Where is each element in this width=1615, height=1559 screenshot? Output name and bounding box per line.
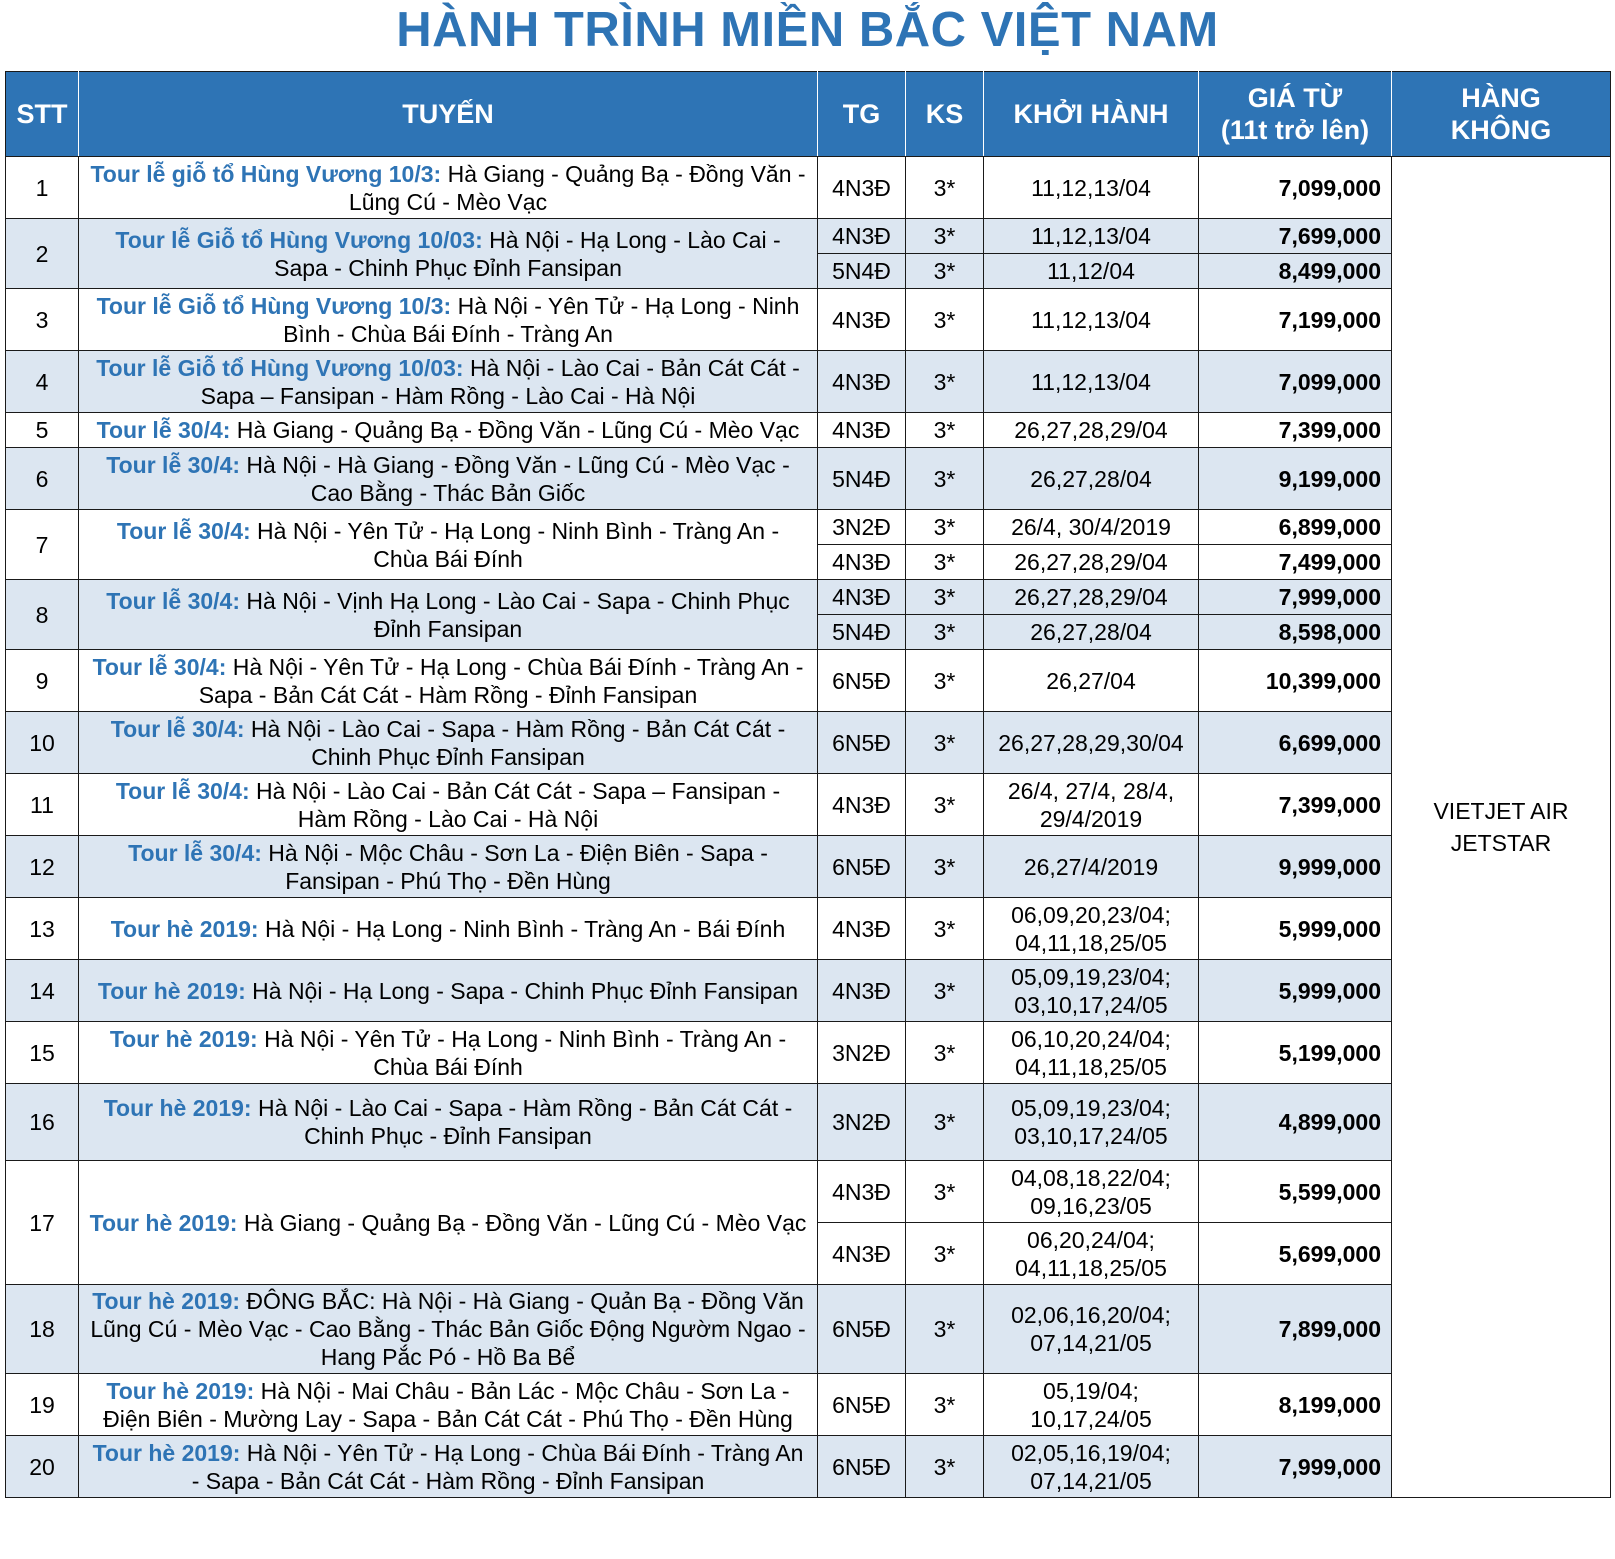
departure-cell: 26,27,28/04 (984, 448, 1199, 510)
stt-cell: 11 (6, 774, 79, 836)
hotel-cell: 3* (906, 219, 984, 254)
hotel-cell: 3* (906, 157, 984, 219)
route-cell (79, 448, 818, 510)
duration-cell: 3N2Đ (818, 510, 906, 545)
stt-cell: 3 (6, 289, 79, 351)
tour-name: Tour lễ Giỗ tổ Hùng Vương 10/03: (96, 354, 464, 381)
stt-cell: 19 (6, 1374, 79, 1436)
tour-route: Hà Nội - Lào Cai - Bản Cát Cát - Sapa – Fansipan - Hàm Rồng - Lào Cai - Hà Nội (200, 354, 800, 409)
stt-cell: 15 (6, 1022, 79, 1084)
header-stt: STT (6, 72, 79, 157)
route-cell (79, 836, 818, 898)
table-row (6, 774, 1611, 836)
header-gia-tu-line1: GIÁ TỪ (1247, 83, 1343, 113)
tour-route: Hà Nội - Yên Tử - Hạ Long - Chùa Bái Đính - Tràng An - Sapa - Bản Cát Cát - Hàm Rồng - Đỉnh Fansipan (198, 653, 804, 708)
stt-cell: 8 (6, 580, 79, 650)
departure-cell: 26/4, 30/4/2019 (984, 510, 1199, 545)
tour-name: Tour hè 2019: (106, 1377, 255, 1404)
airline-line1: VIETJET AIR (1433, 798, 1569, 824)
tour-name: Tour hè 2019: (89, 1209, 238, 1236)
tour-name: Tour lễ 30/4: (110, 715, 245, 742)
departure-cell: 11,12/04 (984, 254, 1199, 289)
departure-cell: 02,05,16,19/04; 07,14,21/05 (984, 1436, 1199, 1498)
price-cell: 6,899,000 (1199, 510, 1392, 545)
header-tuyen: TUYẾN (79, 72, 818, 157)
price-cell: 7,999,000 (1199, 1436, 1392, 1498)
departure-cell: 06,10,20,24/04; 04,11,18,25/05 (984, 1022, 1199, 1084)
departure-cell: 05,09,19,23/04; 03,10,17,24/05 (984, 960, 1199, 1022)
route-cell (79, 1285, 818, 1374)
table-row (6, 580, 1611, 615)
departure-cell: 26,27/04 (984, 650, 1199, 712)
stt-cell: 18 (6, 1285, 79, 1374)
tour-route: Hà Giang - Quảng Bạ - Đồng Văn - Lũng Cú - Mèo Vạc (237, 1209, 807, 1236)
departure-cell: 02,06,16,20/04; 07,14,21/05 (984, 1285, 1199, 1374)
price-cell: 6,699,000 (1199, 712, 1392, 774)
page-title: HÀNH TRÌNH MIỀN BẮC VIỆT NAM (396, 3, 1219, 57)
header-gia-tu-line2: (11t trở lên) (1220, 115, 1370, 145)
route-cell (79, 712, 818, 774)
departure-cell: 06,09,20,23/04; 04,11,18,25/05 (984, 898, 1199, 960)
table-row (6, 712, 1611, 774)
table-row (6, 836, 1611, 898)
price-cell: 7,099,000 (1199, 157, 1392, 219)
hotel-cell: 3* (906, 712, 984, 774)
table-row (6, 1436, 1611, 1498)
price-cell: 5,699,000 (1199, 1223, 1392, 1285)
header-hang-khong-line2: KHÔNG (1450, 115, 1552, 145)
departure-cell: 26,27/4/2019 (984, 836, 1199, 898)
route-cell (79, 1022, 818, 1084)
hotel-cell: 3* (906, 615, 984, 650)
departure-cell: 26/4, 27/4, 28/4, 29/4/2019 (984, 774, 1199, 836)
departure-cell: 05,19/04; 10,17,24/05 (984, 1374, 1199, 1436)
duration-cell: 6N5Đ (818, 712, 906, 774)
duration-cell: 6N5Đ (818, 1374, 906, 1436)
departure-cell: 11,12,13/04 (984, 289, 1199, 351)
duration-cell: 4N3Đ (818, 580, 906, 615)
tour-route: Hà Nội - Yên Tử - Hạ Long - Ninh Bình - Tràng An - Chùa Bái Đính (250, 517, 780, 572)
duration-cell: 4N3Đ (818, 157, 906, 219)
duration-cell: 4N3Đ (818, 774, 906, 836)
hotel-cell: 3* (906, 254, 984, 289)
header-hang-khong (1392, 72, 1611, 157)
departure-cell: 26,27,28,29/04 (984, 413, 1199, 448)
price-cell: 7,999,000 (1199, 580, 1392, 615)
price-cell: 7,199,000 (1199, 289, 1392, 351)
stt-cell: 6 (6, 448, 79, 510)
hotel-cell: 3* (906, 580, 984, 615)
price-cell: 7,399,000 (1199, 774, 1392, 836)
table-row (6, 448, 1611, 510)
header-row (6, 72, 1611, 157)
hotel-cell: 3* (906, 289, 984, 351)
route-cell (79, 510, 818, 580)
duration-cell: 4N3Đ (818, 1223, 906, 1285)
route-cell (79, 774, 818, 836)
table-row (6, 1285, 1611, 1374)
table-row (6, 289, 1611, 351)
hotel-cell: 3* (906, 1022, 984, 1084)
stt-cell: 16 (6, 1084, 79, 1161)
stt-cell: 7 (6, 510, 79, 580)
hotel-cell: 3* (906, 1223, 984, 1285)
stt-cell: 2 (6, 219, 79, 289)
route-cell (79, 650, 818, 712)
tour-name: Tour hè 2019: (97, 977, 246, 1004)
duration-cell: 4N3Đ (818, 960, 906, 1022)
route-cell (79, 289, 818, 351)
price-cell: 7,699,000 (1199, 219, 1392, 254)
tour-route: Hà Nội - Mai Châu - Bản Lác - Mộc Châu - Sơn La - Điện Biên - Mường Lay - Sapa - Bản Cát Cát - Phú Thọ - Đền Hùng (103, 1377, 793, 1432)
tour-route: Hà Nội - Hạ Long - Lào Cai - Sapa - Chinh Phục Đỉnh Fansipan (274, 226, 781, 281)
duration-cell: 4N3Đ (818, 289, 906, 351)
hotel-cell: 3* (906, 774, 984, 836)
header-tg: TG (818, 72, 906, 157)
tour-route: Hà Nội - Yên Tử - Hạ Long - Ninh Bình - Chùa Bái Đính - Tràng An (283, 292, 800, 347)
stt-cell: 17 (6, 1161, 79, 1285)
hotel-cell: 3* (906, 650, 984, 712)
price-cell: 7,499,000 (1199, 545, 1392, 580)
departure-cell: 04,08,18,22/04; 09,16,23/05 (984, 1161, 1199, 1223)
price-cell: 5,999,000 (1199, 960, 1392, 1022)
route-cell (79, 413, 818, 448)
tour-name: Tour lễ Giỗ tổ Hùng Vương 10/3: (96, 292, 452, 319)
tour-route: Hà Nội - Lào Cai - Bản Cát Cát - Sapa – Fansipan - Hàm Rồng - Lào Cai - Hà Nội (249, 777, 781, 832)
duration-cell: 5N4Đ (818, 448, 906, 510)
duration-cell: 5N4Đ (818, 254, 906, 289)
airline-cell (1392, 157, 1611, 1498)
stt-cell: 14 (6, 960, 79, 1022)
table-row (6, 898, 1611, 960)
table-row (6, 1022, 1611, 1084)
tour-route: Hà Nội - Lào Cai - Sapa - Hàm Rồng - Bản Cát Cát - Chinh Phục Đỉnh Fansipan (244, 715, 786, 770)
hotel-cell: 3* (906, 1374, 984, 1436)
tour-route: Hà Nội - Hạ Long - Sapa - Chinh Phục Đỉnh Fansipan (245, 977, 799, 1004)
tour-name: Tour lễ 30/4: (128, 839, 262, 866)
tour-name: Tour hè 2019: (110, 915, 259, 942)
tour-name: Tour lễ 30/4: (106, 587, 241, 614)
departure-cell: 26,27,28,29,30/04 (984, 712, 1199, 774)
tour-route: Hà Nội - Lào Cai - Sapa - Hàm Rồng - Bản Cát Cát - Chinh Phục - Đỉnh Fansipan (251, 1095, 793, 1149)
departure-cell: 11,12,13/04 (984, 157, 1199, 219)
airline-line2: JETSTAR (1450, 830, 1552, 856)
stt-cell: 10 (6, 712, 79, 774)
price-cell: 9,999,000 (1199, 836, 1392, 898)
tour-name: Tour hè 2019: (103, 1095, 252, 1121)
hotel-cell: 3* (906, 836, 984, 898)
price-cell: 10,399,000 (1199, 650, 1392, 712)
stt-cell: 9 (6, 650, 79, 712)
route-cell (79, 1436, 818, 1498)
tour-name: Tour hè 2019: (92, 1288, 241, 1314)
stt-cell: 13 (6, 898, 79, 960)
table-row (6, 1161, 1611, 1223)
hotel-cell: 3* (906, 960, 984, 1022)
price-cell: 8,499,000 (1199, 254, 1392, 289)
price-cell: 8,598,000 (1199, 615, 1392, 650)
tour-route: Hà Nội - Yên Tử - Hạ Long - Ninh Bình - Tràng An - Chùa Bái Đính (257, 1025, 787, 1080)
stt-cell: 20 (6, 1436, 79, 1498)
tour-name: Tour hè 2019: (109, 1025, 258, 1052)
departure-cell: 26,27,28,29/04 (984, 545, 1199, 580)
price-cell: 5,199,000 (1199, 1022, 1392, 1084)
duration-cell: 4N3Đ (818, 413, 906, 448)
departure-cell: 11,12,13/04 (984, 219, 1199, 254)
stt-cell: 5 (6, 413, 79, 448)
route-cell (79, 1161, 818, 1285)
tour-table (5, 71, 1611, 1498)
route-cell (79, 960, 818, 1022)
tour-name: Tour lễ 30/4: (116, 517, 251, 544)
tour-route: ĐÔNG BẮC: Hà Nội - Hà Giang - Quản Bạ - Đồng Văn Lũng Cú - Mèo Vạc - Cao Bằng - Thác Bản Giốc Động Ngườm Ngao - Hang Pắc Pó - Hồ Ba Bể (90, 1288, 806, 1370)
hotel-cell: 3* (906, 1436, 984, 1498)
duration-cell: 3N2Đ (818, 1022, 906, 1084)
price-cell: 8,199,000 (1199, 1374, 1392, 1436)
departure-cell: 11,12,13/04 (984, 351, 1199, 413)
tour-route: Hà Nội - Hạ Long - Ninh Bình - Tràng An - Bái Đính (258, 915, 786, 942)
duration-cell: 6N5Đ (818, 1436, 906, 1498)
tour-name: Tour hè 2019: (92, 1439, 241, 1466)
tour-route: Hà Nội - Yên Tử - Hạ Long - Chùa Bái Đính - Tràng An - Sapa - Bản Cát Cát - Hàm Rồng - Đỉnh Fansipan (191, 1439, 804, 1494)
departure-cell: 26,27,28/04 (984, 615, 1199, 650)
header-khoi-hanh: KHỞI HÀNH (984, 72, 1199, 157)
header-hang-khong-line1: HÀNG (1461, 83, 1541, 113)
route-cell (79, 219, 818, 289)
price-cell: 9,199,000 (1199, 448, 1392, 510)
tour-route: Hà Giang - Quảng Bạ - Đồng Văn - Lũng Cú - Mèo Vạc (348, 160, 806, 215)
hotel-cell: 3* (906, 1285, 984, 1374)
route-cell (79, 898, 818, 960)
stt-cell: 12 (6, 836, 79, 898)
departure-cell: 05,09,19,23/04; 03,10,17,24/05 (984, 1084, 1199, 1161)
duration-cell: 4N3Đ (818, 898, 906, 960)
header-ks: KS (906, 72, 984, 157)
table-row (6, 157, 1611, 219)
duration-cell: 6N5Đ (818, 1285, 906, 1374)
hotel-cell: 3* (906, 898, 984, 960)
route-cell (79, 580, 818, 650)
table-row (6, 510, 1611, 545)
route-cell (79, 351, 818, 413)
price-cell: 7,099,000 (1199, 351, 1392, 413)
price-cell: 7,899,000 (1199, 1285, 1392, 1374)
table-row (6, 1084, 1611, 1161)
price-cell: 5,599,000 (1199, 1161, 1392, 1223)
hotel-cell: 3* (906, 351, 984, 413)
tour-name: Tour lễ 30/4: (96, 417, 231, 443)
tour-name: Tour lễ Giỗ tổ Hùng Vương 10/03: (115, 226, 483, 253)
departure-cell: 26,27,28,29/04 (984, 580, 1199, 615)
hotel-cell: 3* (906, 1084, 984, 1161)
price-cell: 4,899,000 (1199, 1084, 1392, 1161)
price-cell: 5,999,000 (1199, 898, 1392, 960)
duration-cell: 3N2Đ (818, 1084, 906, 1161)
tour-route: Hà Giang - Quảng Bạ - Đồng Văn - Lũng Cú - Mèo Vạc (230, 417, 800, 443)
header-gia-tu (1199, 72, 1392, 157)
departure-cell: 06,20,24/04; 04,11,18,25/05 (984, 1223, 1199, 1285)
tour-route: Hà Nội - Mộc Châu - Sơn La - Điện Biên - Sapa - Fansipan - Phú Thọ - Đền Hùng (261, 839, 768, 894)
table-row (6, 1374, 1611, 1436)
tour-name: Tour lễ 30/4: (92, 653, 227, 680)
route-cell (79, 1084, 818, 1161)
price-cell: 7,399,000 (1199, 413, 1392, 448)
duration-cell: 6N5Đ (818, 650, 906, 712)
table-row (6, 219, 1611, 254)
duration-cell: 4N3Đ (818, 219, 906, 254)
table-row (6, 960, 1611, 1022)
tour-route: Hà Nội - Vịnh Hạ Long - Lào Cai - Sapa - Chinh Phục Đỉnh Fansipan (240, 587, 790, 642)
duration-cell: 4N3Đ (818, 545, 906, 580)
table-row (6, 413, 1611, 448)
hotel-cell: 3* (906, 448, 984, 510)
duration-cell: 4N3Đ (818, 351, 906, 413)
tour-name: Tour lễ 30/4: (115, 777, 250, 804)
tour-name: Tour lễ giỗ tổ Hùng Vương 10/3: (90, 160, 442, 187)
hotel-cell: 3* (906, 545, 984, 580)
route-cell (79, 157, 818, 219)
hotel-cell: 3* (906, 413, 984, 448)
hotel-cell: 3* (906, 510, 984, 545)
stt-cell: 4 (6, 351, 79, 413)
route-cell (79, 1374, 818, 1436)
duration-cell: 5N4Đ (818, 615, 906, 650)
table-row (6, 351, 1611, 413)
tour-name: Tour lễ 30/4: (106, 451, 241, 478)
hotel-cell: 3* (906, 1161, 984, 1223)
duration-cell: 6N5Đ (818, 836, 906, 898)
table-row (6, 650, 1611, 712)
duration-cell: 4N3Đ (818, 1161, 906, 1223)
stt-cell: 1 (6, 157, 79, 219)
tour-route: Hà Nội - Hà Giang - Đồng Văn - Lũng Cú - Mèo Vạc - Cao Bằng - Thác Bản Giốc (240, 451, 790, 506)
